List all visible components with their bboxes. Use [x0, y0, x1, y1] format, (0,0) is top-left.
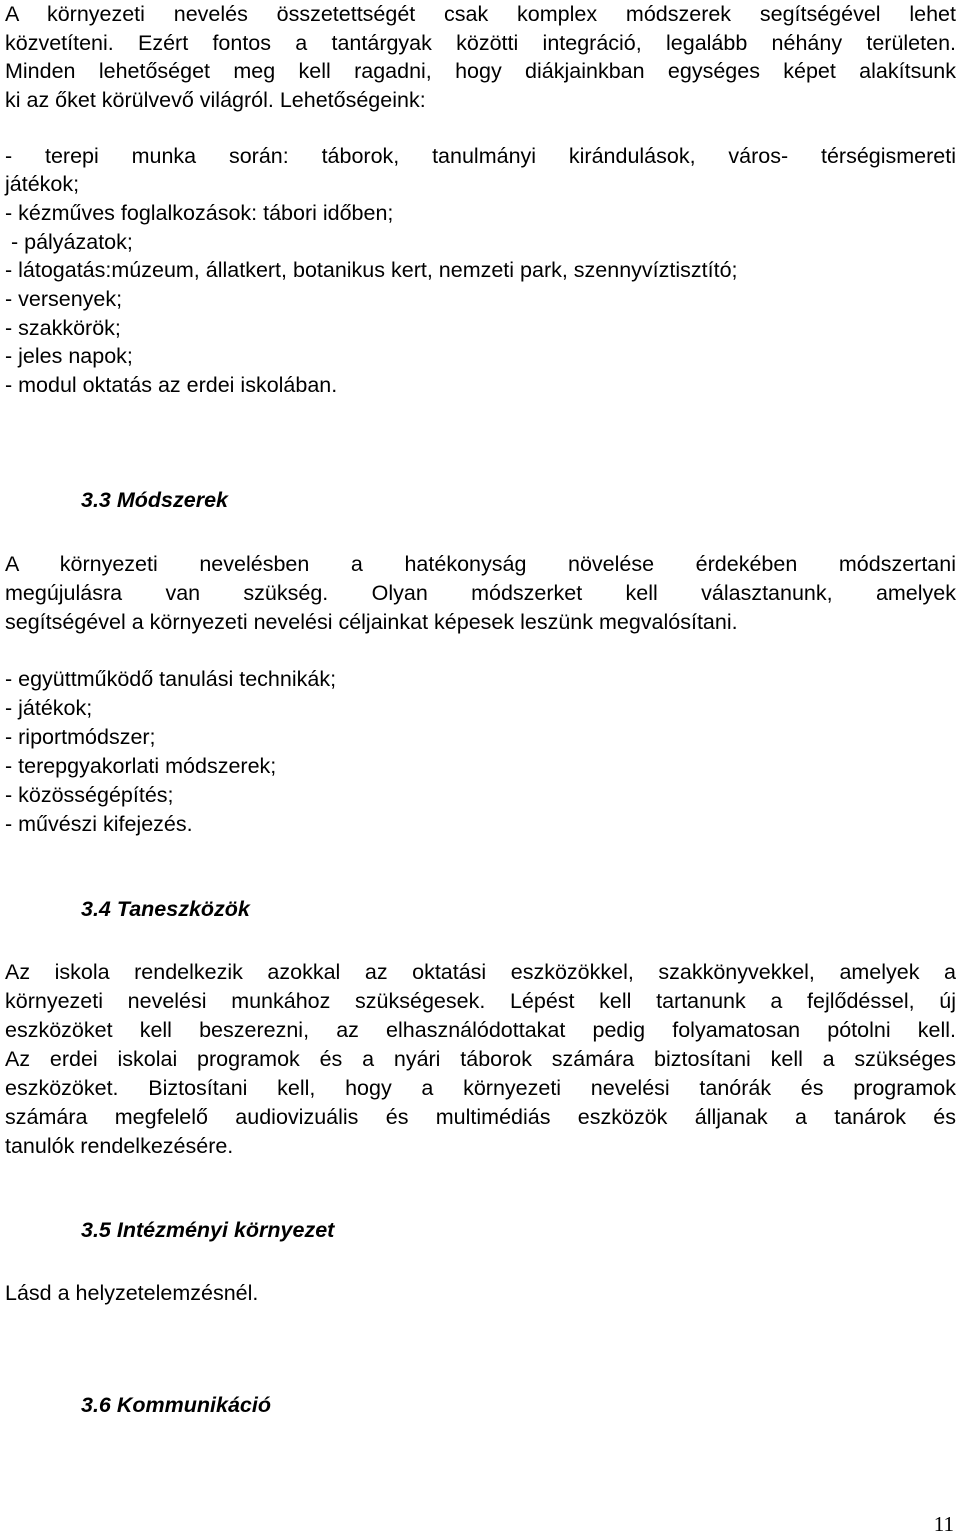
list-item: - modul oktatás az erdei iskolában.	[5, 373, 338, 397]
list-item: - terepgyakorlati módszerek;	[5, 754, 277, 778]
paragraph-line: Az iskola rendelkezik azokkal az oktatási eszközökkel, szakkönyvekkel, amelyek a	[5, 960, 956, 984]
list-item: játékok;	[5, 172, 80, 196]
list-item: - művészi kifejezés.	[5, 812, 193, 836]
paragraph-line: A környezeti nevelésben a hatékonyság növelése érdekében módszertani	[5, 552, 956, 576]
list-item: - kézműves foglalkozások: tábori időben;	[5, 201, 394, 225]
paragraph-line: segítségével a környezeti nevelési céljainkat képesek leszünk megvalósítani.	[5, 610, 738, 634]
list-item: - közösségépítés;	[5, 783, 174, 807]
paragraph-line: eszközöket kell beszerezni, az elhasználódottakat pedig folyamatosan pótolni kell.	[5, 1018, 956, 1042]
paragraph-line: számára megfelelő audiovizuális és multimédiás eszközök álljanak a tanárok és	[5, 1105, 956, 1129]
paragraph-line: környezeti nevelési munkához szükségesek. Lépést kell tartanunk a fejlődéssel, új	[5, 989, 956, 1013]
list-item: - látogatás:múzeum, állatkert, botanikus kert, nemzeti park, szennyvíztisztító;	[5, 258, 738, 282]
paragraph-line: tanulók rendelkezésére.	[5, 1134, 234, 1158]
list-item: - együttműködő tanulási technikák;	[5, 667, 337, 691]
section-heading-taneszkozok: 3.4 Taneszközök	[81, 897, 250, 921]
intro-line: közvetíteni. Ezért fontos a tantárgyak közötti integráció, legalább néhány területen.	[5, 31, 956, 55]
list-item: - terepi munka során: táborok, tanulmányi kirándulások, város- térségismereti	[5, 144, 956, 168]
environment-text: Lásd a helyzetelemzésnél.	[5, 1281, 259, 1305]
section-heading-kommunikacio: 3.6 Kommunikáció	[81, 1393, 271, 1417]
list-item: - pályázatok;	[5, 230, 133, 254]
intro-line: Minden lehetőséget meg kell ragadni, hogy diákjainkban egységes képet alakítsunk	[5, 59, 956, 83]
list-item: - jeles napok;	[5, 344, 133, 368]
intro-line: ki az őket körülvevő világról. Lehetőségeink:	[5, 88, 426, 112]
list-item: - játékok;	[5, 696, 93, 720]
list-item: - riportmódszer;	[5, 725, 156, 749]
intro-line: A környezeti nevelés összetettségét csak komplex módszerek segítségével lehet	[5, 2, 956, 26]
section-heading-modszerek: 3.3 Módszerek	[81, 488, 228, 512]
paragraph-line: Az erdei iskolai programok és a nyári táborok számára biztosítani kell a szükséges	[5, 1047, 956, 1071]
paragraph-line: megújulásra van szükség. Olyan módszerket kell választanunk, amelyek	[5, 581, 956, 605]
section-heading-intezmenyi-kornyezet: 3.5 Intézményi környezet	[81, 1218, 335, 1242]
list-item: - versenyek;	[5, 287, 123, 311]
list-item: - szakkörök;	[5, 316, 121, 340]
page-number: 11	[933, 1512, 954, 1536]
paragraph-line: eszközöket. Biztosítani kell, hogy a környezeti nevelési tanórák és programok	[5, 1076, 956, 1100]
